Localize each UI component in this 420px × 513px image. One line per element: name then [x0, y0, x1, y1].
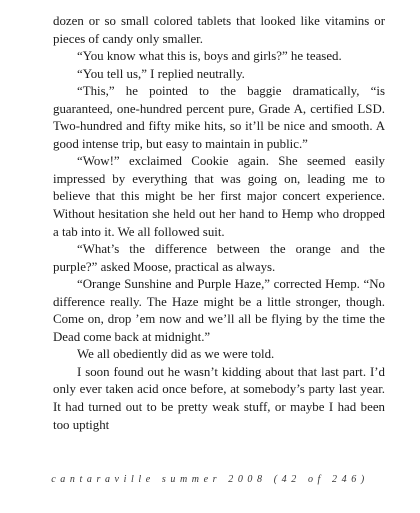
paragraph: I soon found out he wasn’t kidding about that last part. I’d only ever taken acid once before, at somebody’s party last year. It had turned out to be pretty weak stuff, or maybe I had been too uptight	[53, 364, 385, 432]
paragraph: “Orange Sunshine and Purple Haze,” corrected Hemp. “No difference really. The Haze might be a little stronger, though. Come on, drop ’em now and we’ll all be flying by the time the Dead come back at midnight.”	[53, 277, 385, 344]
paragraph: We all obediently did as we were told.	[77, 347, 275, 362]
paragraph: “Wow!” exclaimed Cookie again. She seemed easily impressed by everything that was going on, leading me to believe that this might be her first major concert experience. Without hesitation she held out her hand to Hemp who dropped a tab into it. We all followed suit.	[53, 154, 385, 239]
paragraph: “You know what this is, boys and girls?” he teased.	[77, 49, 342, 64]
paragraph: “This,” he pointed to the baggie dramatically, “is guaranteed, one-hundred percent pure, Grade A, certified LSD. Two-hundred and fifty mike hits, so it’ll be nice and smooth. A good intense trip, but easy to maintain in public.”	[53, 84, 385, 151]
body-text	[53, 13, 385, 434]
page-footer: cantaraville summer 2008 (42 of 246)	[51, 474, 369, 485]
paragraph: “You tell us,” I replied neutrally.	[77, 66, 245, 81]
paragraph-continuation: dozen or so small colored tablets that looked like vitamins or pieces of candy only smaller.	[53, 14, 385, 46]
paragraph: “What’s the difference between the orange and the purple?” asked Moose, practical as always.	[53, 242, 385, 274]
